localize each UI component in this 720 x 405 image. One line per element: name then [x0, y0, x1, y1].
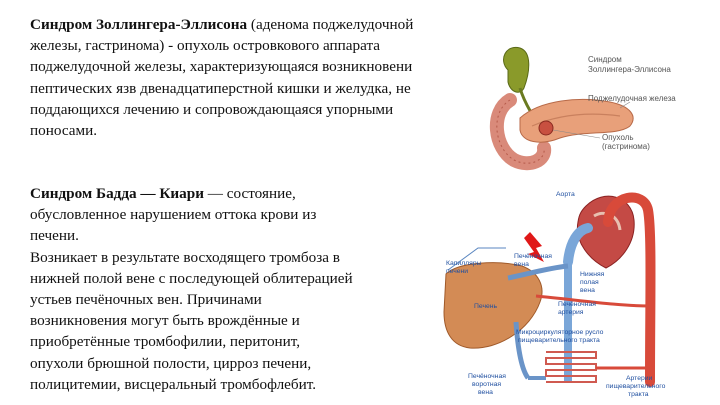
aorta-label: Аорта	[556, 191, 575, 198]
portal-vein-label-1: Печёночная	[468, 373, 506, 380]
budd-text-line-7: возникновения могут быть врождённые и	[30, 312, 300, 330]
hepatic-artery-label-1: Печёночная	[558, 301, 596, 308]
zollinger-ellison-paragraph	[30, 14, 492, 141]
tumor-label-1: Опухоль	[602, 133, 634, 142]
zollinger-ellison-term: Синдром Золлингера-Эллисона	[30, 16, 248, 33]
pancreas-label: Поджелудочная железа	[588, 94, 676, 103]
hepatic-circulation-diagram	[418, 182, 718, 405]
budd-text-line-3: печени.	[30, 227, 79, 245]
liver-label: Печень	[474, 303, 498, 310]
tumor-label-2: (гастринома)	[602, 142, 650, 151]
ivc-label-3: вена	[580, 287, 595, 294]
budd-text-line-10: полицитемии, висцеральный тромбофлебит.	[30, 375, 317, 393]
hepatic-vein-label-2: вена	[514, 261, 529, 268]
zollinger-text-line-1: (аденома поджелудочной	[247, 16, 414, 33]
hepatic-artery-label-2: артерия	[558, 309, 584, 316]
hepatic-vein-label-1: Печёночная	[514, 253, 552, 260]
zollinger-text-line-6: поносами.	[30, 122, 98, 140]
gi-arteries-label-3: тракта	[628, 391, 649, 398]
gi-arteries-label-1: Артерии	[626, 375, 653, 382]
capillaries-label-1: Капилляры	[446, 260, 482, 267]
gallbladder-shape	[504, 47, 529, 92]
zollinger-text-line-3: поджелудочной железы, характеризующаяся возникновени	[30, 58, 413, 76]
zollinger-text-line-2: железы, гастринома) - опухоль островкового аппарата	[30, 37, 381, 55]
budd-text-line-2: обусловленное нарушением оттока крови из	[30, 206, 317, 224]
budd-text-line-5: нижней полой вене с последующей облитерацией	[30, 269, 353, 287]
zollinger-figure-title-1: Синдром	[588, 55, 622, 64]
gi-arteries-label-2: пищеварительного	[606, 383, 666, 390]
portal-vein-label-2: воротная	[472, 381, 502, 388]
portal-vein-label-3: вена	[478, 389, 493, 396]
budd-chiari-term: Синдром Бадда — Киари	[30, 185, 204, 202]
budd-text-line-6: устьев печёночных вен. Причинами	[30, 291, 262, 309]
zollinger-text-line-4: пептических язв двенадцатиперстной кишки и желудка, не	[30, 79, 411, 97]
budd-text-line-9: опухоли брюшной полости, цирроз печени,	[30, 354, 312, 372]
budd-text-line-4: Возникает в результате восходящего тромбоза в	[30, 248, 340, 266]
budd-text-line-1: — состояние,	[203, 185, 296, 202]
budd-chiari-paragraph	[30, 183, 422, 395]
microcirc-label-2: пищеварительного тракта	[518, 337, 600, 344]
ivc-label-2: полая	[580, 279, 599, 286]
budd-text-line-8: приобретённые тромбофилии, перитонит,	[30, 333, 301, 351]
gastrinoma-tumor	[539, 121, 553, 135]
zollinger-text-line-5: поддающихся лечению и сопровождающаяся упорными	[30, 100, 394, 118]
pancreas-gastrinoma-illustration	[480, 30, 700, 180]
zollinger-figure-title-2: Золлингера-Эллисона	[588, 65, 671, 74]
ivc-label-1: Нижняя	[580, 271, 605, 278]
capillaries-label-2: печени	[446, 268, 469, 275]
microcirc-label-1: Микроциркуляторное русло	[516, 329, 604, 336]
